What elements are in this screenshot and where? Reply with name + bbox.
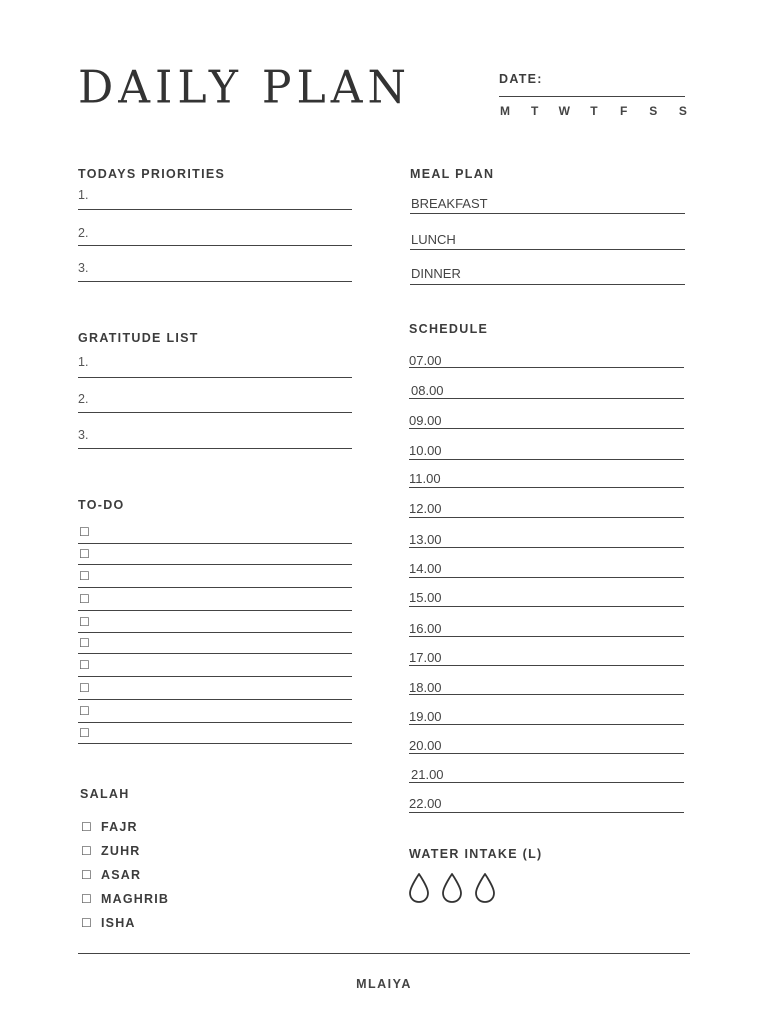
gratitude-number: 3. (78, 428, 89, 442)
water-drops (408, 873, 496, 908)
day-friday[interactable]: F (619, 104, 628, 118)
schedule-time-label: 15.00 (409, 590, 442, 605)
schedule-line[interactable] (409, 428, 684, 429)
salah-checkbox[interactable]: ☐ (81, 868, 92, 882)
schedule-time-label: 07.00 (409, 353, 442, 368)
todo-line[interactable] (78, 610, 352, 611)
todo-checkbox[interactable]: ☐ (79, 704, 90, 718)
schedule-line[interactable] (409, 665, 684, 666)
schedule-line[interactable] (409, 517, 684, 518)
salah-name: ZUHR (101, 844, 141, 858)
weekday-selector (499, 104, 689, 118)
meal-label-breakfast: BREAKFAST (411, 196, 488, 211)
todo-checkbox[interactable]: ☐ (79, 592, 90, 606)
todo-checkbox[interactable]: ☐ (79, 636, 90, 650)
schedule-line[interactable] (409, 636, 684, 637)
schedule-time-label: 09.00 (409, 413, 442, 428)
page-title: DAILY PLAN (78, 61, 411, 114)
salah-checkbox[interactable]: ☐ (81, 916, 92, 930)
schedule-line[interactable] (409, 753, 684, 754)
salah-item-fajr[interactable] (81, 820, 138, 834)
salah-item-zuhr[interactable] (81, 844, 141, 858)
meal-line[interactable] (410, 284, 685, 285)
priority-number: 2. (78, 226, 89, 240)
schedule-line[interactable] (409, 724, 684, 725)
todo-line[interactable] (78, 676, 352, 677)
schedule-line[interactable] (409, 487, 684, 488)
schedule-time-label: 13.00 (409, 532, 442, 547)
date-field-line[interactable] (499, 96, 685, 97)
salah-name: FAJR (101, 820, 138, 834)
schedule-time-label: 17.00 (409, 650, 442, 665)
schedule-time-label: 12.00 (409, 501, 442, 516)
schedule-time-label: 11.00 (409, 471, 441, 486)
schedule-line[interactable] (409, 782, 684, 783)
day-saturday[interactable]: S (649, 104, 658, 118)
schedule-line[interactable] (409, 398, 684, 399)
priority-line[interactable] (78, 209, 352, 210)
schedule-time-label: 14.00 (409, 561, 442, 576)
schedule-time-label: 18.00 (409, 680, 442, 695)
todo-line[interactable] (78, 587, 352, 588)
gratitude-number: 2. (78, 392, 89, 406)
meal-line[interactable] (410, 249, 685, 250)
todo-checkbox[interactable]: ☐ (79, 547, 90, 561)
todo-line[interactable] (78, 722, 352, 723)
todo-line[interactable] (78, 632, 352, 633)
schedule-time-label: 19.00 (409, 709, 442, 724)
meal-label-dinner: DINNER (411, 266, 461, 281)
water-intake-heading: WATER INTAKE (L) (409, 847, 543, 861)
gratitude-line[interactable] (78, 448, 352, 449)
salah-item-asar[interactable] (81, 868, 141, 882)
day-tuesday[interactable]: T (530, 104, 539, 118)
schedule-line[interactable] (409, 812, 684, 813)
schedule-line[interactable] (409, 459, 684, 460)
salah-heading: SALAH (80, 787, 130, 801)
todo-checkbox[interactable]: ☐ (79, 525, 90, 539)
meal-plan-heading: MEAL PLAN (410, 167, 495, 181)
gratitude-line[interactable] (78, 412, 352, 413)
day-sunday[interactable]: S (678, 104, 687, 118)
day-thursday[interactable]: T (590, 104, 598, 118)
footer-divider (78, 953, 690, 954)
gratitude-line[interactable] (78, 377, 352, 378)
priority-number: 1. (78, 188, 89, 202)
meal-line[interactable] (410, 213, 685, 214)
todo-line[interactable] (78, 543, 352, 544)
schedule-line[interactable] (409, 547, 684, 548)
salah-checkbox[interactable]: ☐ (81, 892, 92, 906)
salah-checkbox[interactable]: ☐ (81, 844, 92, 858)
salah-item-isha[interactable] (81, 916, 136, 930)
gratitude-number: 1. (78, 355, 89, 369)
schedule-line[interactable] (409, 606, 684, 607)
salah-name: MAGHRIB (101, 892, 170, 906)
salah-item-maghrib[interactable] (81, 892, 169, 906)
todo-line[interactable] (78, 699, 352, 700)
gratitude-heading: GRATITUDE LIST (78, 331, 199, 345)
priorities-heading: TODAYS PRIORITIES (78, 167, 226, 181)
todo-line[interactable] (78, 743, 352, 744)
brand-name: MLAIYA (356, 977, 412, 991)
schedule-time-label: 08.00 (411, 383, 444, 398)
schedule-line[interactable] (409, 694, 684, 695)
priority-line[interactable] (78, 245, 352, 246)
todo-line[interactable] (78, 564, 352, 565)
schedule-line[interactable] (409, 577, 684, 578)
schedule-time-label: 10.00 (409, 443, 442, 458)
day-monday[interactable]: M (500, 104, 510, 118)
todo-checkbox[interactable]: ☐ (79, 615, 90, 629)
todo-heading: TO-DO (78, 498, 125, 512)
todo-checkbox[interactable]: ☐ (79, 569, 90, 583)
day-wednesday[interactable]: W (558, 104, 570, 118)
water-drop-icon[interactable] (474, 873, 496, 908)
todo-checkbox[interactable]: ☐ (79, 726, 90, 740)
todo-line[interactable] (78, 653, 352, 654)
schedule-heading: SCHEDULE (409, 322, 489, 336)
water-drop-icon[interactable] (441, 873, 463, 908)
priority-number: 3. (78, 261, 89, 275)
salah-checkbox[interactable]: ☐ (81, 820, 92, 834)
schedule-time-label: 16.00 (409, 621, 442, 636)
date-label: DATE: (499, 72, 543, 86)
schedule-line[interactable] (409, 367, 684, 368)
priority-line[interactable] (78, 281, 352, 282)
schedule-time-label: 21.00 (411, 767, 444, 782)
water-drop-icon[interactable] (408, 873, 430, 908)
meal-label-lunch: LUNCH (411, 232, 456, 247)
schedule-time-label: 22.00 (409, 796, 442, 811)
salah-name: ISHA (101, 916, 136, 930)
schedule-time-label: 20.00 (409, 738, 442, 753)
todo-checkbox[interactable]: ☐ (79, 658, 90, 672)
salah-name: ASAR (101, 868, 142, 882)
todo-checkbox[interactable]: ☐ (79, 681, 90, 695)
